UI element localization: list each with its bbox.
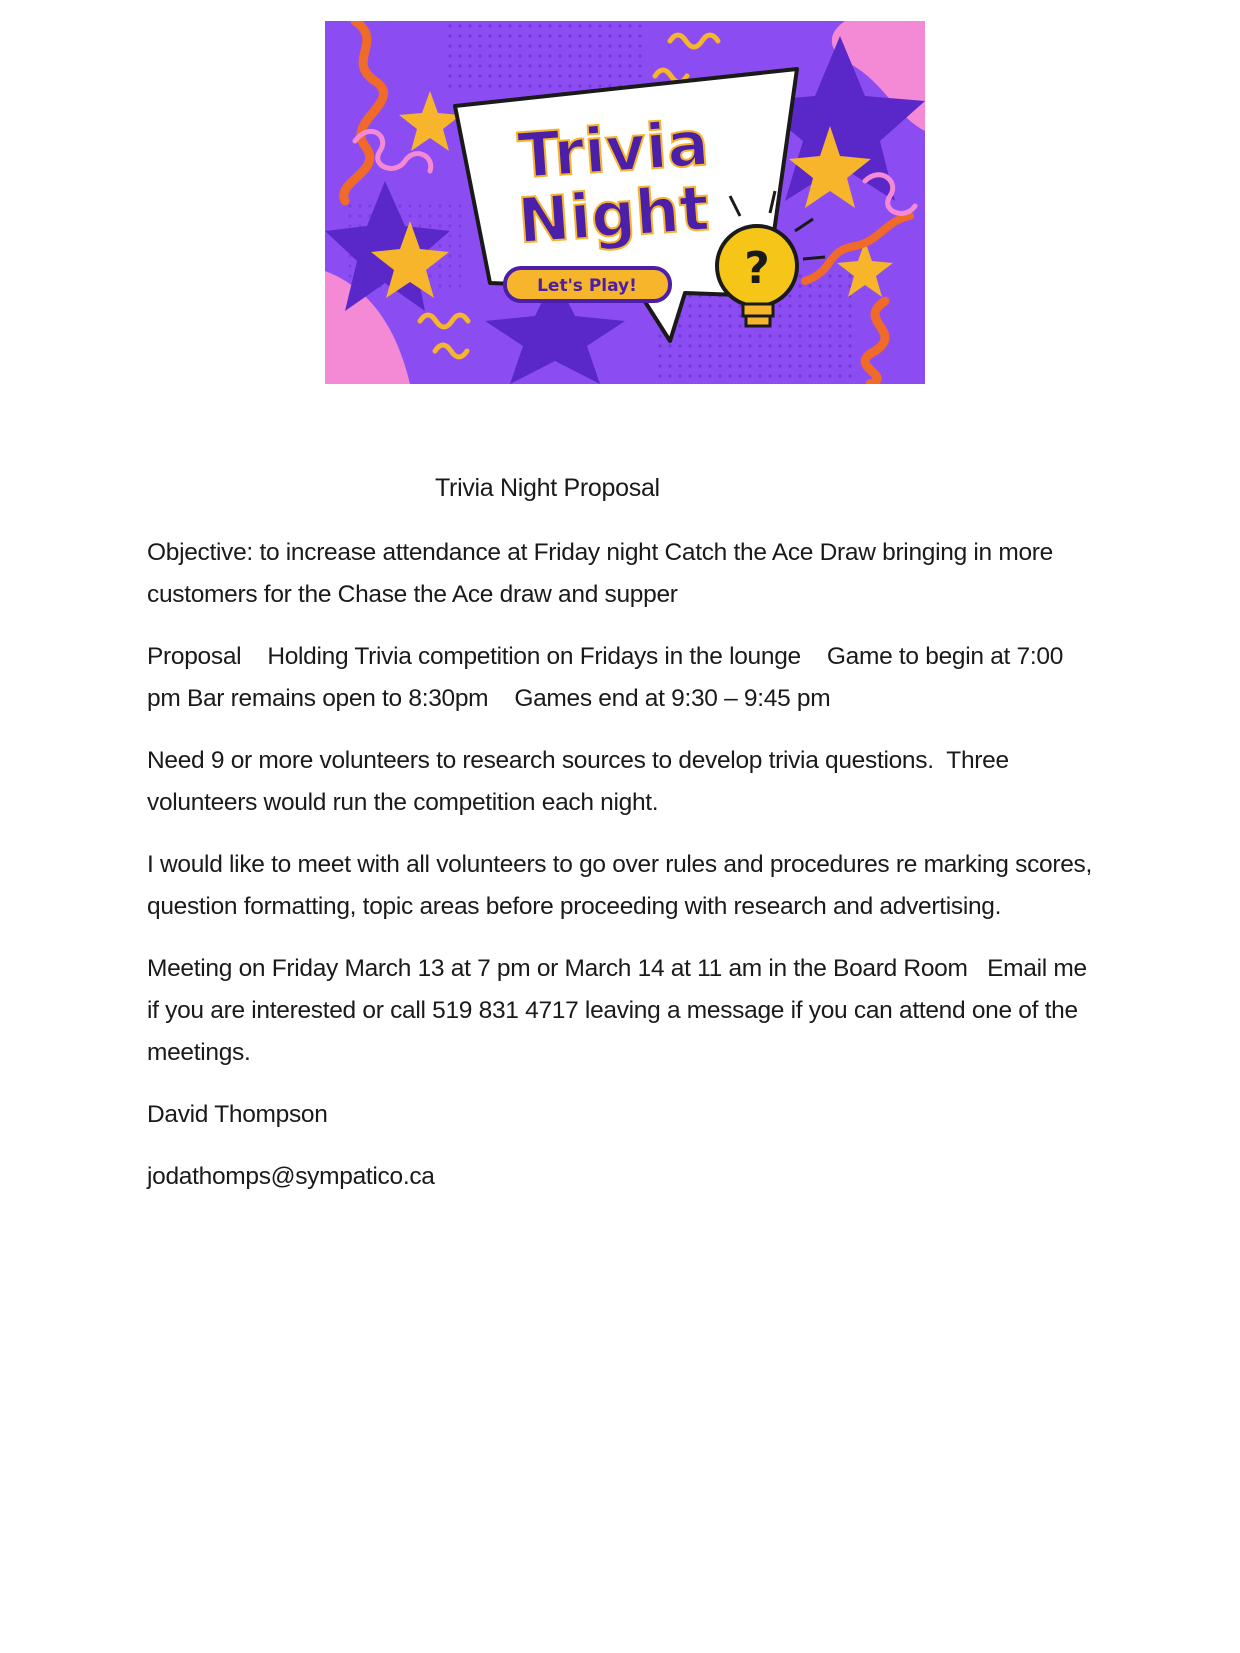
author-name: David Thompson <box>147 1101 328 1128</box>
banner-title-line1: Trivia <box>515 106 712 193</box>
volunteers-paragraph: Need 9 or more volunteers to research sources to develop trivia questions. Three volunteers would run the competition each night. <box>147 747 1016 816</box>
trivia-night-banner <box>325 21 925 384</box>
question-mark-glyph: ? <box>744 243 770 294</box>
meeting-details-paragraph: Meeting on Friday March 13 at 7 pm or March 14 at 11 am in the Board Room Email me if you are interested or call 519 831 4717 leaving a message if you can attend one of the meetings. <box>147 955 1094 1066</box>
lets-play-label: Let's Play! <box>537 276 637 296</box>
proposal-paragraph: Proposal Holding Trivia competition on Fridays in the lounge Game to begin at 7:00 pm Bar remains open to 8:30pm Games end at 9:30 – 9:45 pm <box>147 643 1070 712</box>
author-email: jodathomps@sympatico.ca <box>147 1163 435 1190</box>
document-title: Trivia Night Proposal <box>435 474 660 502</box>
document-body <box>147 532 1097 1218</box>
banner-graphic <box>325 21 925 384</box>
meeting-purpose-paragraph: I would like to meet with all volunteers to go over rules and procedures re marking scores, question formatting, topic areas before proceeding with research and advertising. <box>147 851 1099 920</box>
banner-title-line2: Night <box>515 171 712 258</box>
objective-paragraph: Objective: to increase attendance at Friday night Catch the Ace Draw bringing in more customers for the Chase the Ace draw and supper <box>147 539 1060 608</box>
